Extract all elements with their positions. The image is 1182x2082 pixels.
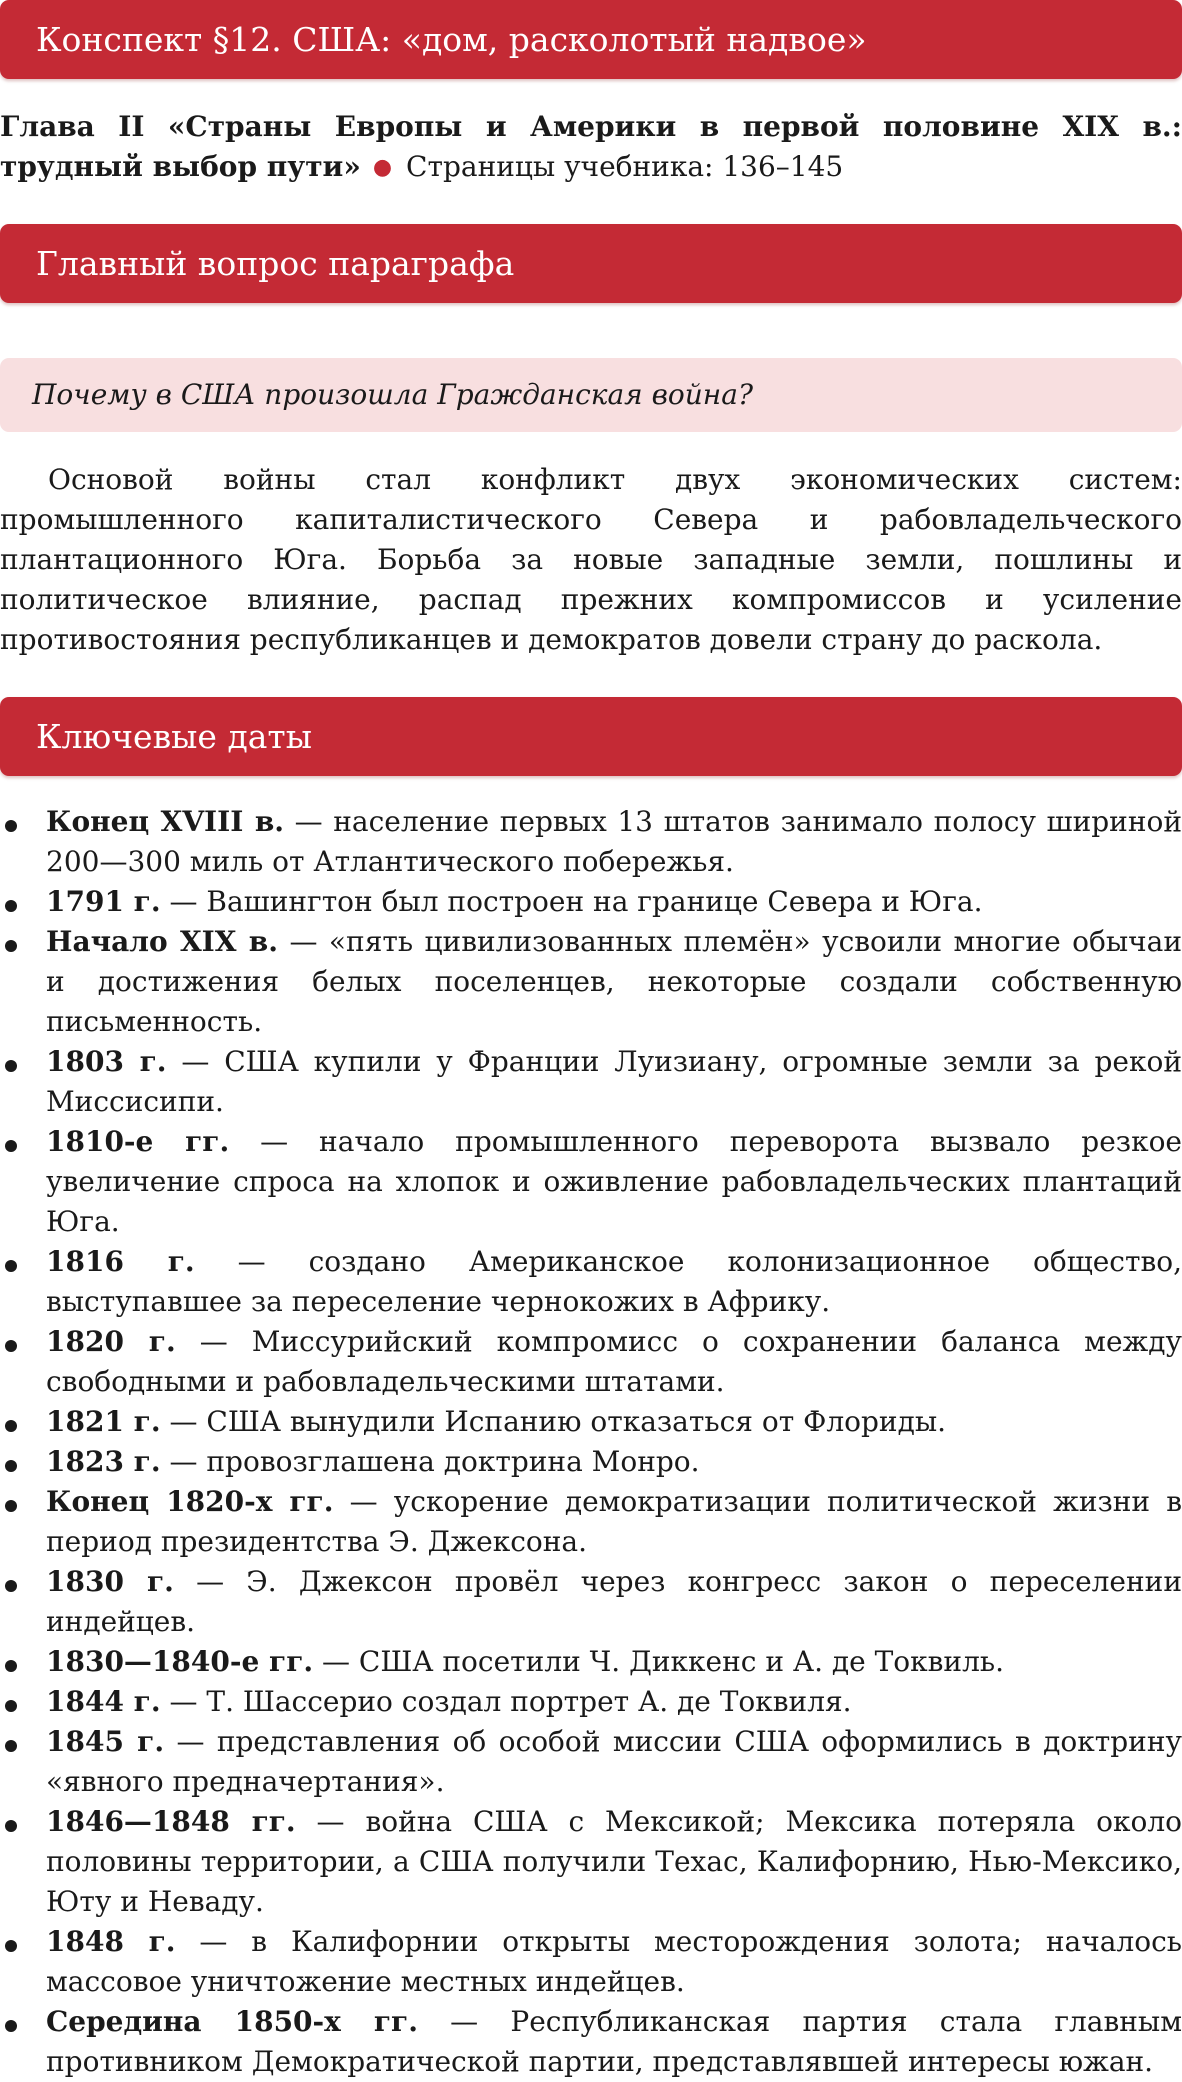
date-item <box>0 1642 1182 1682</box>
date-label: 1820 г. <box>46 1325 176 1358</box>
date-item <box>0 1122 1182 1242</box>
lesson-title: Конспект §12. США: «дом, расколотый надвое» <box>36 20 867 59</box>
textbook-pages: Страницы учебника: 136–145 <box>406 150 844 183</box>
date-item <box>0 1802 1182 1922</box>
date-label: 1823 г. <box>46 1445 161 1478</box>
date-item <box>0 1402 1182 1442</box>
main-question-heading: Главный вопрос параграфа <box>36 244 515 283</box>
date-description: — создано Американское колонизационное общество, выступавшее за переселение чернокожих в Африку. <box>46 1245 1182 1318</box>
date-item <box>0 1922 1182 2002</box>
date-description: — представления об особой миссии США оформились в доктрину «явного предначертания». <box>46 1725 1182 1798</box>
bullet-separator-icon: ● <box>372 155 393 180</box>
chapter-info <box>0 107 1182 188</box>
date-label: 1848 г. <box>46 1925 176 1958</box>
date-item <box>0 2002 1182 2082</box>
date-description: — в Калифорнии открыты месторождения золота; началось массовое уничтожение местных индейцев. <box>46 1925 1182 1998</box>
date-label: 1830 г. <box>46 1565 174 1598</box>
date-description: — США посетили Ч. Диккенс и А. де Токвиль. <box>313 1645 1005 1678</box>
key-dates-list <box>0 802 1182 2082</box>
date-item <box>0 1722 1182 1802</box>
answer-paragraph: Основой войны стал конфликт двух экономических систем: промышленного капиталистического Севера и рабовладельческого плантационного Юга. Борьба за новые западные земли, пошлины и политическое влияние, распад прежних компромиссов и усиление противостояния республиканцев и демократов довели страну до раскола. <box>0 463 1182 656</box>
date-description: — начало промышленного переворота вызвало резкое увеличение спроса на хлопок и оживление рабовладельческих плантаций Юга. <box>46 1125 1182 1238</box>
date-label: 1846—1848 гг. <box>46 1805 296 1838</box>
key-dates-heading: Ключевые даты <box>36 717 312 756</box>
main-question-heading-bar <box>0 224 1182 303</box>
date-label: Середина 1850-х гг. <box>46 2005 418 2038</box>
date-description: — провозглашена доктрина Монро. <box>160 1445 700 1478</box>
date-item <box>0 1562 1182 1642</box>
date-label: Конец 1820-х гг. <box>46 1485 334 1518</box>
date-description: — Э. Джексон провёл через конгресс закон о переселении индейцев. <box>46 1565 1182 1638</box>
date-description: — ускорение демократизации политической жизни в период президентства Э. Джексона. <box>46 1485 1182 1558</box>
main-question-text: Почему в США произошла Гражданская война? <box>32 378 753 411</box>
date-item <box>0 802 1182 882</box>
date-description: — Вашингтон был построен на границе Севера и Юга. <box>160 885 983 918</box>
date-item <box>0 882 1182 922</box>
date-description: — Республиканская партия стала главным противником Демократической партии, представлявшей интересы южан. <box>46 2005 1182 2078</box>
date-item <box>0 1242 1182 1322</box>
date-label: 1791 г. <box>46 885 161 918</box>
date-description: — США вынудили Испанию отказаться от Флориды. <box>160 1405 947 1438</box>
date-item <box>0 922 1182 1042</box>
date-item <box>0 1682 1182 1722</box>
date-label: Начало XIX в. <box>46 925 278 958</box>
date-label: 1821 г. <box>46 1405 161 1438</box>
date-label: 1845 г. <box>46 1725 165 1758</box>
date-description: — Миссурийский компромисс о сохранении баланса между свободными и рабовладельческими штатами. <box>46 1325 1182 1398</box>
chapter-title: Глава II «Страны Европы и Америки в первой половине XIX в.: трудный выбор пути» <box>0 110 1182 183</box>
date-item <box>0 1042 1182 1122</box>
date-description: — война США с Мексикой; Мексика потеряла около половины территории, а США получили Техас, Калифорнию, Нью-Мексико, Юту и Неваду. <box>46 1805 1182 1918</box>
date-description: — Т. Шассерио создал портрет А. де Токвиля. <box>160 1685 852 1718</box>
date-item <box>0 1322 1182 1402</box>
date-label: 1830—1840-е гг. <box>46 1645 314 1678</box>
key-dates-heading-bar <box>0 697 1182 776</box>
date-label: 1803 г. <box>46 1045 167 1078</box>
lesson-title-bar <box>0 0 1182 79</box>
date-item <box>0 1442 1182 1482</box>
date-label: Конец XVIII в. <box>46 805 285 838</box>
date-item <box>0 1482 1182 1562</box>
main-question-box <box>0 358 1182 432</box>
date-description: — США купили у Франции Луизиану, огромные земли за рекой Миссисипи. <box>46 1045 1182 1118</box>
date-description: — «пять цивилизованных племён» усвоили многие обычаи и достижения белых поселенцев, некоторые создали собственную письменность. <box>46 925 1182 1038</box>
date-label: 1844 г. <box>46 1685 161 1718</box>
date-description: — население первых 13 штатов занимало полосу шириной 200—300 миль от Атлантического побережья. <box>46 805 1182 878</box>
date-label: 1810-е гг. <box>46 1125 230 1158</box>
date-label: 1816 г. <box>46 1245 195 1278</box>
